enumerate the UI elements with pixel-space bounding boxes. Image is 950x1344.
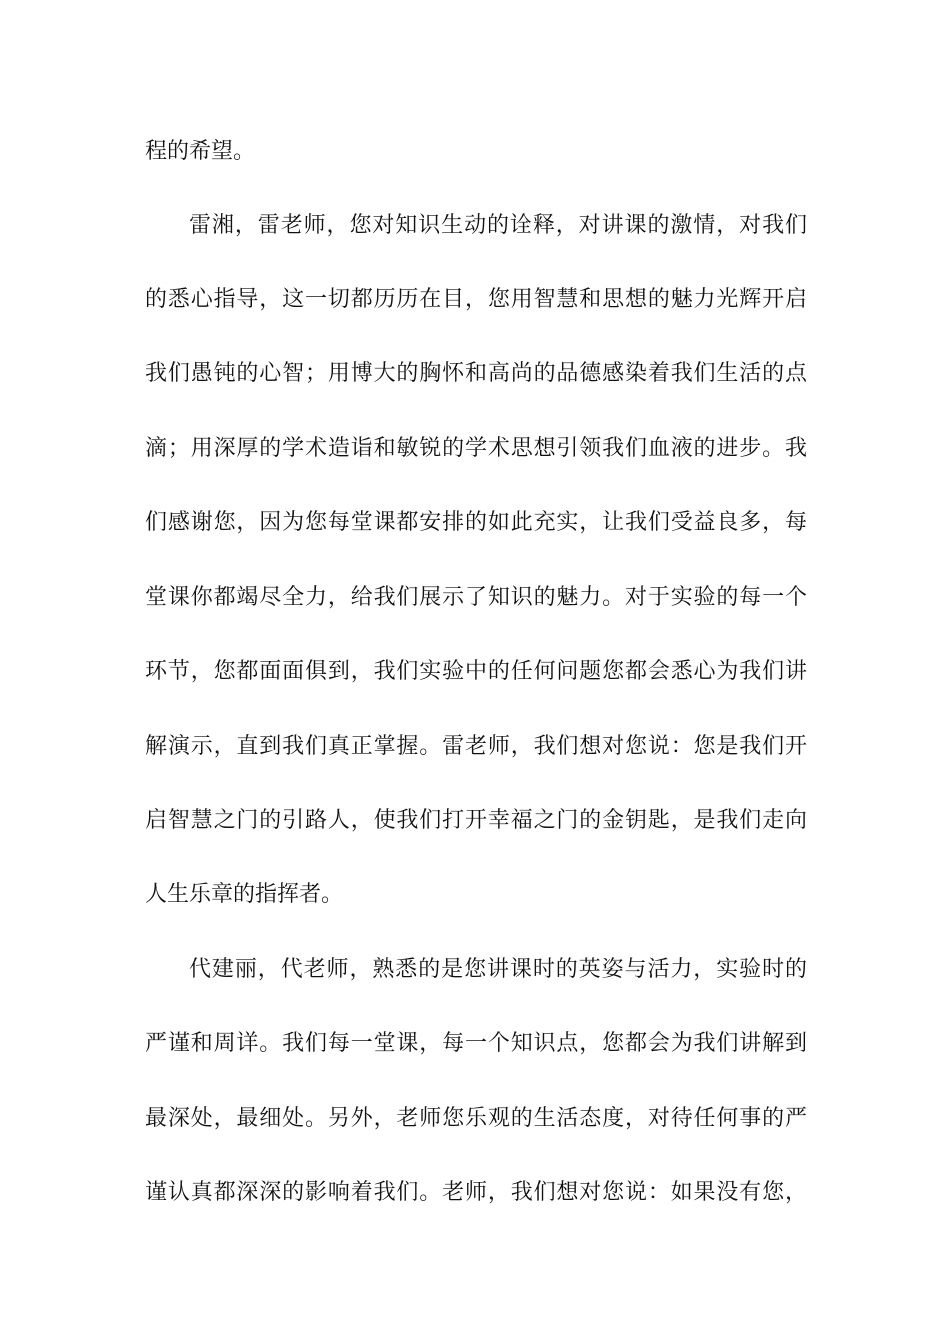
text-line: 启智慧之门的引路人，使我们打开幸福之门的金钥匙，是我们走向 [145, 808, 807, 833]
text-line: 最深处，最细处。另外，老师您乐观的生活态度，对待任何事的严 [145, 1106, 807, 1131]
text-line: 滴；用深厚的学术造诣和敏锐的学术思想引领我们血液的进步。我 [145, 436, 807, 461]
text-line: 的悉心指导，这一切都历历在目，您用智慧和思想的魅力光辉开启 [145, 287, 807, 312]
text-line: 环节，您都面面俱到，我们实验中的任何问题您都会悉心为我们讲 [145, 659, 807, 684]
paragraph-first-line: 雷湘，雷老师，您对知识生动的诠释，对讲课的激情，对我们 [189, 213, 807, 238]
paragraph-first-line: 代建丽，代老师，熟悉的是您讲课时的英姿与活力，实验时的 [189, 957, 807, 982]
text-line: 严谨和周详。我们每一堂课，每一个知识点，您都会为我们讲解到 [145, 1031, 807, 1056]
text-line: 们感谢您，因为您每堂课都安排的如此充实，让我们受益良多，每 [145, 510, 807, 535]
text-line: 谨认真都深深的影响着我们。老师，我们想对您说：如果没有您， [145, 1180, 807, 1205]
text-line: 程的希望。 [145, 139, 256, 164]
text-line: 人生乐章的指挥者。 [145, 882, 344, 907]
text-line: 解演示，直到我们真正掌握。雷老师，我们想对您说：您是我们开 [145, 734, 807, 759]
text-line: 堂课你都竭尽全力，给我们展示了知识的魅力。对于实验的每一个 [145, 585, 807, 610]
text-line: 我们愚钝的心智；用博大的胸怀和高尚的品德感染着我们生活的点 [145, 361, 807, 386]
